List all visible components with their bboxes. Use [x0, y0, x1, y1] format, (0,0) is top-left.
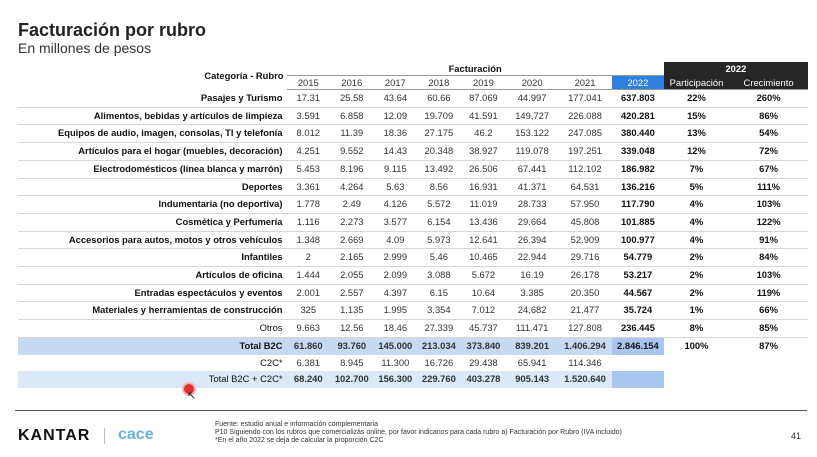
value-2015: 325 — [287, 302, 331, 320]
value-2019: 10.465 — [461, 249, 507, 267]
value-2021: 112.102 — [558, 160, 612, 178]
participacion-value: 4% — [664, 196, 729, 214]
year-header-2022: 2022 — [612, 76, 664, 90]
category-label: Deportes — [18, 178, 287, 196]
value-2020: 28.733 — [506, 196, 558, 214]
category-label: Indumentaria (no deportiva) — [18, 196, 287, 214]
value-2018: 60.66 — [417, 90, 461, 108]
value-2015: 3.361 — [287, 178, 331, 196]
value-2017: 145.000 — [374, 337, 418, 354]
value-2020: 149,727 — [506, 107, 558, 125]
table-row — [18, 302, 808, 320]
value-2021: 29.716 — [558, 249, 612, 267]
value-2016: 25.58 — [330, 90, 374, 108]
participacion-value: 1% — [664, 302, 729, 320]
value-2021: 177.041 — [558, 90, 612, 108]
value-2020: 839.201 — [506, 337, 558, 354]
value-2017: 43.64 — [374, 90, 418, 108]
cace-logo: cace — [118, 426, 154, 443]
value-2021: 45.808 — [558, 213, 612, 231]
value-2021: 1.520.640 — [558, 371, 612, 388]
participacion-value: 4% — [664, 231, 729, 249]
value-2016: 4.264 — [330, 178, 374, 196]
value-2022: 100.977 — [612, 231, 664, 249]
facturacion-table — [18, 62, 808, 388]
value-2015: 17.31 — [287, 90, 331, 108]
value-2020: 119.078 — [506, 143, 558, 161]
category-label: C2C* — [260, 356, 283, 368]
value-2016: 2.055 — [330, 267, 374, 285]
value-2019: 16.931 — [461, 178, 507, 196]
table-header-group-row — [18, 62, 808, 76]
value-2019: 45.737 — [461, 320, 507, 338]
year-header-2019: 2019 — [461, 76, 507, 90]
value-2018: 19.709 — [417, 107, 461, 125]
value-2022: 2.846.154 — [612, 337, 664, 354]
value-2015: 1.116 — [287, 213, 331, 231]
value-2015: 68.240 — [287, 371, 331, 388]
value-2020: 111.471 — [506, 320, 558, 338]
value-2017: 2.099 — [374, 267, 418, 285]
value-2021: 64.531 — [558, 178, 612, 196]
value-2018: 20.348 — [417, 143, 461, 161]
value-2019: 403.278 — [461, 371, 507, 388]
category-header: Categoría - Rubro — [204, 70, 284, 82]
category-label: Otros — [18, 320, 287, 338]
participacion-value: 100% — [664, 337, 729, 354]
value-2016: 6.858 — [330, 107, 374, 125]
value-2017: 5.63 — [374, 178, 418, 196]
value-2016: 8.196 — [330, 160, 374, 178]
footer-divider — [15, 410, 807, 411]
participacion-value: 12% — [664, 143, 729, 161]
table-row — [18, 143, 808, 161]
value-2020: 24,682 — [506, 302, 558, 320]
footer-note-asterisk: *En el año 2022 se deja de calcular la proporción C2C — [215, 437, 384, 445]
value-2022: 136.216 — [612, 178, 664, 196]
participacion-header: Participación — [664, 76, 729, 90]
value-2018: 8.56 — [417, 178, 461, 196]
value-2016: 2.273 — [330, 213, 374, 231]
crecimiento-value: 122% — [729, 213, 808, 231]
value-2022: 420.281 — [612, 107, 664, 125]
value-2017: 18.46 — [374, 320, 418, 338]
value-2015: 3.591 — [287, 107, 331, 125]
crecimiento-value: 87% — [729, 337, 808, 354]
category-label: Entradas espectáculos y eventos — [18, 284, 287, 302]
value-2021: 26.178 — [558, 267, 612, 285]
value-2020: 26.394 — [506, 231, 558, 249]
value-2018: 3.354 — [417, 302, 461, 320]
value-2022-empty — [612, 371, 664, 388]
value-2022: 236.445 — [612, 320, 664, 338]
table-row — [18, 125, 808, 143]
value-2022: 44.567 — [612, 284, 664, 302]
value-2015: 4.251 — [287, 143, 331, 161]
value-2019: 10.64 — [461, 284, 507, 302]
value-2018: 6.154 — [417, 213, 461, 231]
category-label: Total B2C — [18, 337, 287, 354]
value-2022: 186.982 — [612, 160, 664, 178]
participacion-value: 2% — [664, 249, 729, 267]
value-2019: 373.840 — [461, 337, 507, 354]
value-2017: 156.300 — [374, 371, 418, 388]
category-label: Materiales y herramientas de construcción — [18, 302, 287, 320]
value-2022: 54.779 — [612, 249, 664, 267]
value-2015: 6.381 — [296, 356, 320, 368]
value-2017: 4.09 — [374, 231, 418, 249]
value-2018: 213.034 — [417, 337, 461, 354]
value-2017: 2.999 — [374, 249, 418, 267]
crecimiento-value: 85% — [729, 320, 808, 338]
value-2020: 44.997 — [506, 90, 558, 108]
value-2017: 9.115 — [374, 160, 418, 178]
value-2022: 35.724 — [612, 302, 664, 320]
crecimiento-value: 119% — [729, 284, 808, 302]
value-2019: 38.927 — [461, 143, 507, 161]
value-2018: 6.15 — [417, 284, 461, 302]
value-2019: 11.019 — [461, 196, 507, 214]
value-2020: 29.664 — [506, 213, 558, 231]
category-label: Total B2C + C2C* — [18, 371, 287, 388]
value-2016: 11.39 — [330, 125, 374, 143]
value-2019: 26.506 — [461, 160, 507, 178]
pointer-arrow-icon: ↖ — [187, 390, 197, 402]
value-2022: 117.790 — [612, 196, 664, 214]
value-2019: 12.641 — [461, 231, 507, 249]
value-2021: 1.406.294 — [558, 337, 612, 354]
table-row — [18, 284, 808, 302]
value-2019: 7.012 — [461, 302, 507, 320]
value-2018: 27.175 — [417, 125, 461, 143]
value-2016: 2.669 — [330, 231, 374, 249]
table-row — [18, 178, 808, 196]
logo-separator — [104, 428, 105, 444]
value-2020: 67.441 — [506, 160, 558, 178]
category-label: Artículos para el hogar (muebles, decoración) — [18, 143, 287, 161]
crecimiento-header: Crecimiento — [729, 76, 808, 90]
year-header-2018: 2018 — [417, 76, 461, 90]
value-2020: 905.143 — [506, 371, 558, 388]
participacion-value: 4% — [664, 213, 729, 231]
value-2020: 41.371 — [506, 178, 558, 196]
value-2016: 102.700 — [330, 371, 374, 388]
category-label: Infantiles — [18, 249, 287, 267]
value-2022: 380.440 — [612, 125, 664, 143]
value-2020: 3.385 — [506, 284, 558, 302]
value-2015: 5.453 — [287, 160, 331, 178]
page-subtitle: En millones de pesos — [18, 40, 152, 56]
participacion-value: 2% — [664, 284, 729, 302]
table-row — [18, 90, 808, 108]
crecimiento-value: 67% — [729, 160, 808, 178]
year-header-2020: 2020 — [506, 76, 558, 90]
crecimiento-value: 86% — [729, 107, 808, 125]
facturacion-header: Facturación — [287, 62, 664, 76]
category-label: Artículos de oficina — [18, 267, 287, 285]
value-2020: 153.122 — [506, 125, 558, 143]
value-2016: 8.945 — [340, 356, 364, 368]
category-label: Alimentos, bebidas y artículos de limpieza — [18, 107, 287, 125]
category-label: Pasajes y Turismo — [18, 90, 287, 108]
value-2022: 637.803 — [612, 90, 664, 108]
crecimiento-empty — [729, 371, 808, 388]
footer-note-source: Fuente: estudio anual e información complementaria — [215, 421, 379, 428]
crecimiento-value: 103% — [729, 196, 808, 214]
value-2021: 20.350 — [558, 284, 612, 302]
value-2017: 1.995 — [374, 302, 418, 320]
table-row — [18, 160, 808, 178]
value-2021: 52.909 — [558, 231, 612, 249]
value-2021: 21.477 — [558, 302, 612, 320]
value-2016: 2.557 — [330, 284, 374, 302]
value-2021: 57.950 — [558, 196, 612, 214]
crecimiento-value: 84% — [729, 249, 808, 267]
table-row — [18, 107, 808, 125]
value-2019: 87.069 — [461, 90, 507, 108]
value-2018: 3.088 — [417, 267, 461, 285]
value-2016: 2.165 — [330, 249, 374, 267]
participacion-value: 5% — [664, 178, 729, 196]
value-2018: 229.760 — [417, 371, 461, 388]
table-row — [18, 267, 808, 285]
value-2021: 226.088 — [558, 107, 612, 125]
value-2020: 65.941 — [517, 356, 547, 368]
value-2018: 5.973 — [417, 231, 461, 249]
table-row — [18, 231, 808, 249]
value-2022: 339.048 — [612, 143, 664, 161]
crecimiento-value: 66% — [729, 302, 808, 320]
table-row — [18, 249, 808, 267]
value-2018: 27.339 — [417, 320, 461, 338]
total-b2c-row — [18, 337, 808, 354]
year-header-2015: 2015 — [287, 76, 331, 90]
participacion-value: 7% — [664, 160, 729, 178]
value-2015: 1.778 — [287, 196, 331, 214]
value-2016: 9.552 — [330, 143, 374, 161]
value-2017: 11.300 — [381, 356, 410, 368]
value-2022: 53.217 — [612, 267, 664, 285]
value-2019: 5.672 — [461, 267, 507, 285]
value-2016: 93.760 — [330, 337, 374, 354]
value-2016: 1.135 — [330, 302, 374, 320]
value-2020: 22.944 — [506, 249, 558, 267]
value-2015: 9.663 — [287, 320, 331, 338]
category-label: Equipos de audio, imagen, consolas, TI y telefonía — [18, 125, 287, 143]
value-2017: 4.126 — [374, 196, 418, 214]
category-label: Electrodomésticos (línea blanca y marrón) — [18, 160, 287, 178]
crecimiento-value: 54% — [729, 125, 808, 143]
value-2021: 197.251 — [558, 143, 612, 161]
page-number: 41 — [791, 431, 802, 441]
value-2022: 101.885 — [612, 213, 664, 231]
value-2020: 16.19 — [506, 267, 558, 285]
kantar-logo: KANTAR — [18, 427, 91, 444]
value-2022-empty — [612, 355, 664, 372]
value-2019: 46.2 — [461, 125, 507, 143]
value-2015: 8.012 — [287, 125, 331, 143]
footer-note-question: P10 Siguiendo con los rubros que comercializás online, por favor indicanos para cada rubro a) Facturación por Rubro (IVA incluido) — [215, 429, 622, 437]
value-2017: 12.09 — [374, 107, 418, 125]
crecimiento-value: 91% — [729, 231, 808, 249]
crecimiento-empty — [729, 355, 808, 372]
participacion-value: 8% — [664, 320, 729, 338]
total-b2c-c2c-row — [18, 371, 808, 388]
value-2018: 5.572 — [417, 196, 461, 214]
value-2017: 3.577 — [374, 213, 418, 231]
value-2017: 14.43 — [374, 143, 418, 161]
value-2019: 29.438 — [469, 356, 498, 368]
crecimiento-value: 260% — [729, 90, 808, 108]
table-row — [18, 213, 808, 231]
c2c-row — [18, 355, 808, 372]
value-2015: 1.348 — [287, 231, 331, 249]
value-2015: 2 — [287, 249, 331, 267]
year-header-2016: 2016 — [330, 76, 374, 90]
category-label: Accesorios para autos, motos y otros vehículos — [18, 231, 287, 249]
value-2021: 114.346 — [568, 356, 602, 368]
year-header-2021: 2021 — [558, 76, 612, 90]
value-2016: 2.49 — [330, 196, 374, 214]
footer-notes — [215, 421, 622, 446]
participacion-empty — [664, 371, 729, 388]
participacion-empty — [664, 355, 729, 372]
value-2019: 13.436 — [461, 213, 507, 231]
page-title: Facturación por rubro — [18, 20, 207, 40]
value-2015: 1.444 — [287, 267, 331, 285]
table-row — [18, 320, 808, 338]
category-label: Cosmética y Perfumería — [18, 213, 287, 231]
value-2018: 16.726 — [424, 356, 454, 368]
participacion-value: 13% — [664, 125, 729, 143]
value-2015: 61.860 — [287, 337, 331, 354]
value-2018: 5.46 — [417, 249, 461, 267]
value-2015: 2.001 — [287, 284, 331, 302]
crecimiento-value: 111% — [729, 178, 808, 196]
value-2017: 18.36 — [374, 125, 418, 143]
participacion-value: 2% — [664, 267, 729, 285]
group-2022-header: 2022 — [664, 62, 808, 76]
participacion-value: 22% — [664, 90, 729, 108]
year-header-2017: 2017 — [374, 76, 418, 90]
table-row — [18, 196, 808, 214]
value-2018: 13.492 — [417, 160, 461, 178]
value-2019: 41.591 — [461, 107, 507, 125]
participacion-value: 15% — [664, 107, 729, 125]
crecimiento-value: 103% — [729, 267, 808, 285]
value-2017: 4.397 — [374, 284, 418, 302]
crecimiento-value: 72% — [729, 143, 808, 161]
value-2016: 12.56 — [330, 320, 374, 338]
value-2021: 127.808 — [558, 320, 612, 338]
value-2021: 247.085 — [558, 125, 612, 143]
